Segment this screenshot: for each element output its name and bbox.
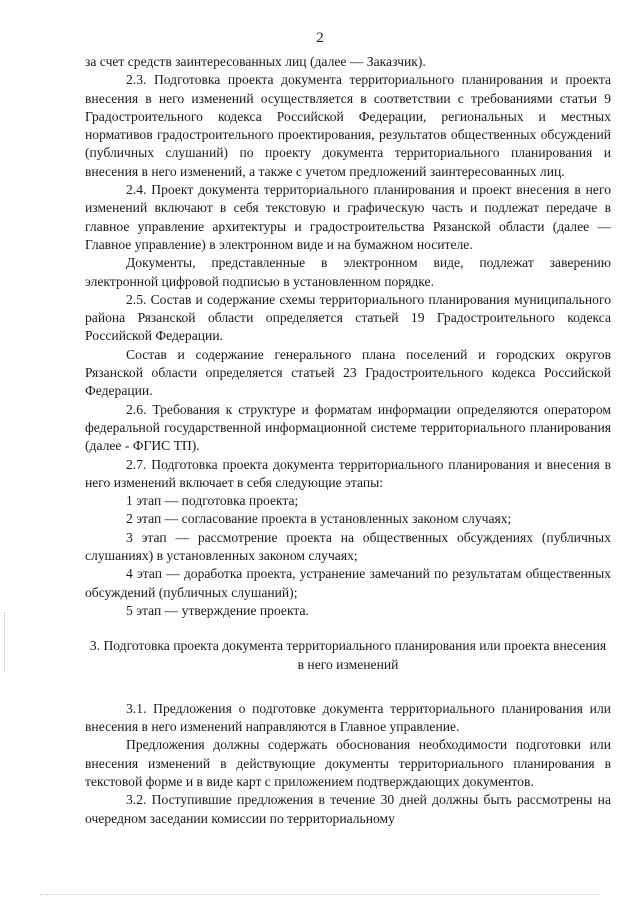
paragraph: 5 этап — утверждение проекта. xyxy=(126,602,309,618)
paragraph: 2.6. Требования к структуре и форматам информации определяются оператором федеральной государственной информационной системе территориального планирования (далее - ФГИС ТП). xyxy=(85,401,611,454)
paragraph: 3.1. Предложения о подготовке документа территориального планирования или внесения в него изменений направляются в Главное управление. xyxy=(85,700,611,735)
paragraph: 2.3. Подготовка проекта документа территориального планирования и проекта внесения в него изменений осуществляется в соответствии с требованиями статьи 9 Градостроительного кодекса Российской Федерации, региональных и местных нормативов градостроительного проектирования, результатов общественных обсуждений (публичных слушаний) по проекту документа территориального планирования и внесения в него изменений, а также с учетом предложений заинтересованных лиц. xyxy=(85,72,611,179)
paragraph: 2.7. Подготовка проекта документа территориального планирования и внесения в него изменений включает в себя следующие этапы: xyxy=(85,456,611,490)
paragraph: 3 этап — рассмотрение проекта на общественных обсуждениях (публичных слушаниях) в установленных законом случаях; xyxy=(85,529,611,564)
paragraph: 2.5. Состав и содержание схемы территориального планирования муниципального района Рязанской области определяется статьей 19 Градостроительного кодекса Российской Федерации. xyxy=(85,291,611,344)
scan-bottom-edge xyxy=(40,894,600,897)
page-number: 2 xyxy=(316,30,324,46)
section-heading: 3. Подготовка проекта документа территориального планирования или проекта внесения в него изменений xyxy=(89,638,607,672)
paragraphs-before-heading xyxy=(85,53,611,620)
paragraph: 1 этап — подготовка проекта; xyxy=(126,493,299,509)
paragraph: Предложения должны содержать обоснования необходимости подготовки или внесения изменений в действующие документы территориального планирования в текстовой форме и в виде карт с приложением подтверждающих документов. xyxy=(85,737,611,789)
paragraph: Документы, представленные в электронном виде, подлежат заверению электронной цифровой подписью в установленном порядке. xyxy=(85,255,611,289)
scan-margin-marks xyxy=(4,612,9,672)
paragraph: 3.2. Поступившие предложения в течение 30 дней должны быть рассмотрены на очередном заседании комиссии по территориальному xyxy=(85,792,611,826)
paragraph: 4 этап — доработка проекта, устранение замечаний по результатам общественных обсуждений (публичных слушаний); xyxy=(85,566,611,600)
paragraph: 2 этап — согласование проекта в установленных законом случаях; xyxy=(126,511,512,527)
paragraph: 2.4. Проект документа территориального планирования и проект внесения в него изменений включают в себя текстовую и графическую часть и подлежат передаче в главное управление архитектуры и градостроительства Рязанской области (далее — Главное управление) в электронном виде и на бумажном носителе. xyxy=(85,182,611,252)
paragraphs-after-heading xyxy=(85,700,611,828)
paragraph: Состав и содержание генерального плана поселений и городских округов Рязанской области определяется статьей 23 Градостроительного кодекса Российской Федерации. xyxy=(85,346,611,399)
paragraph: за счет средств заинтересованных лиц (далее — Заказчик). xyxy=(85,54,426,69)
document-body xyxy=(85,53,611,828)
